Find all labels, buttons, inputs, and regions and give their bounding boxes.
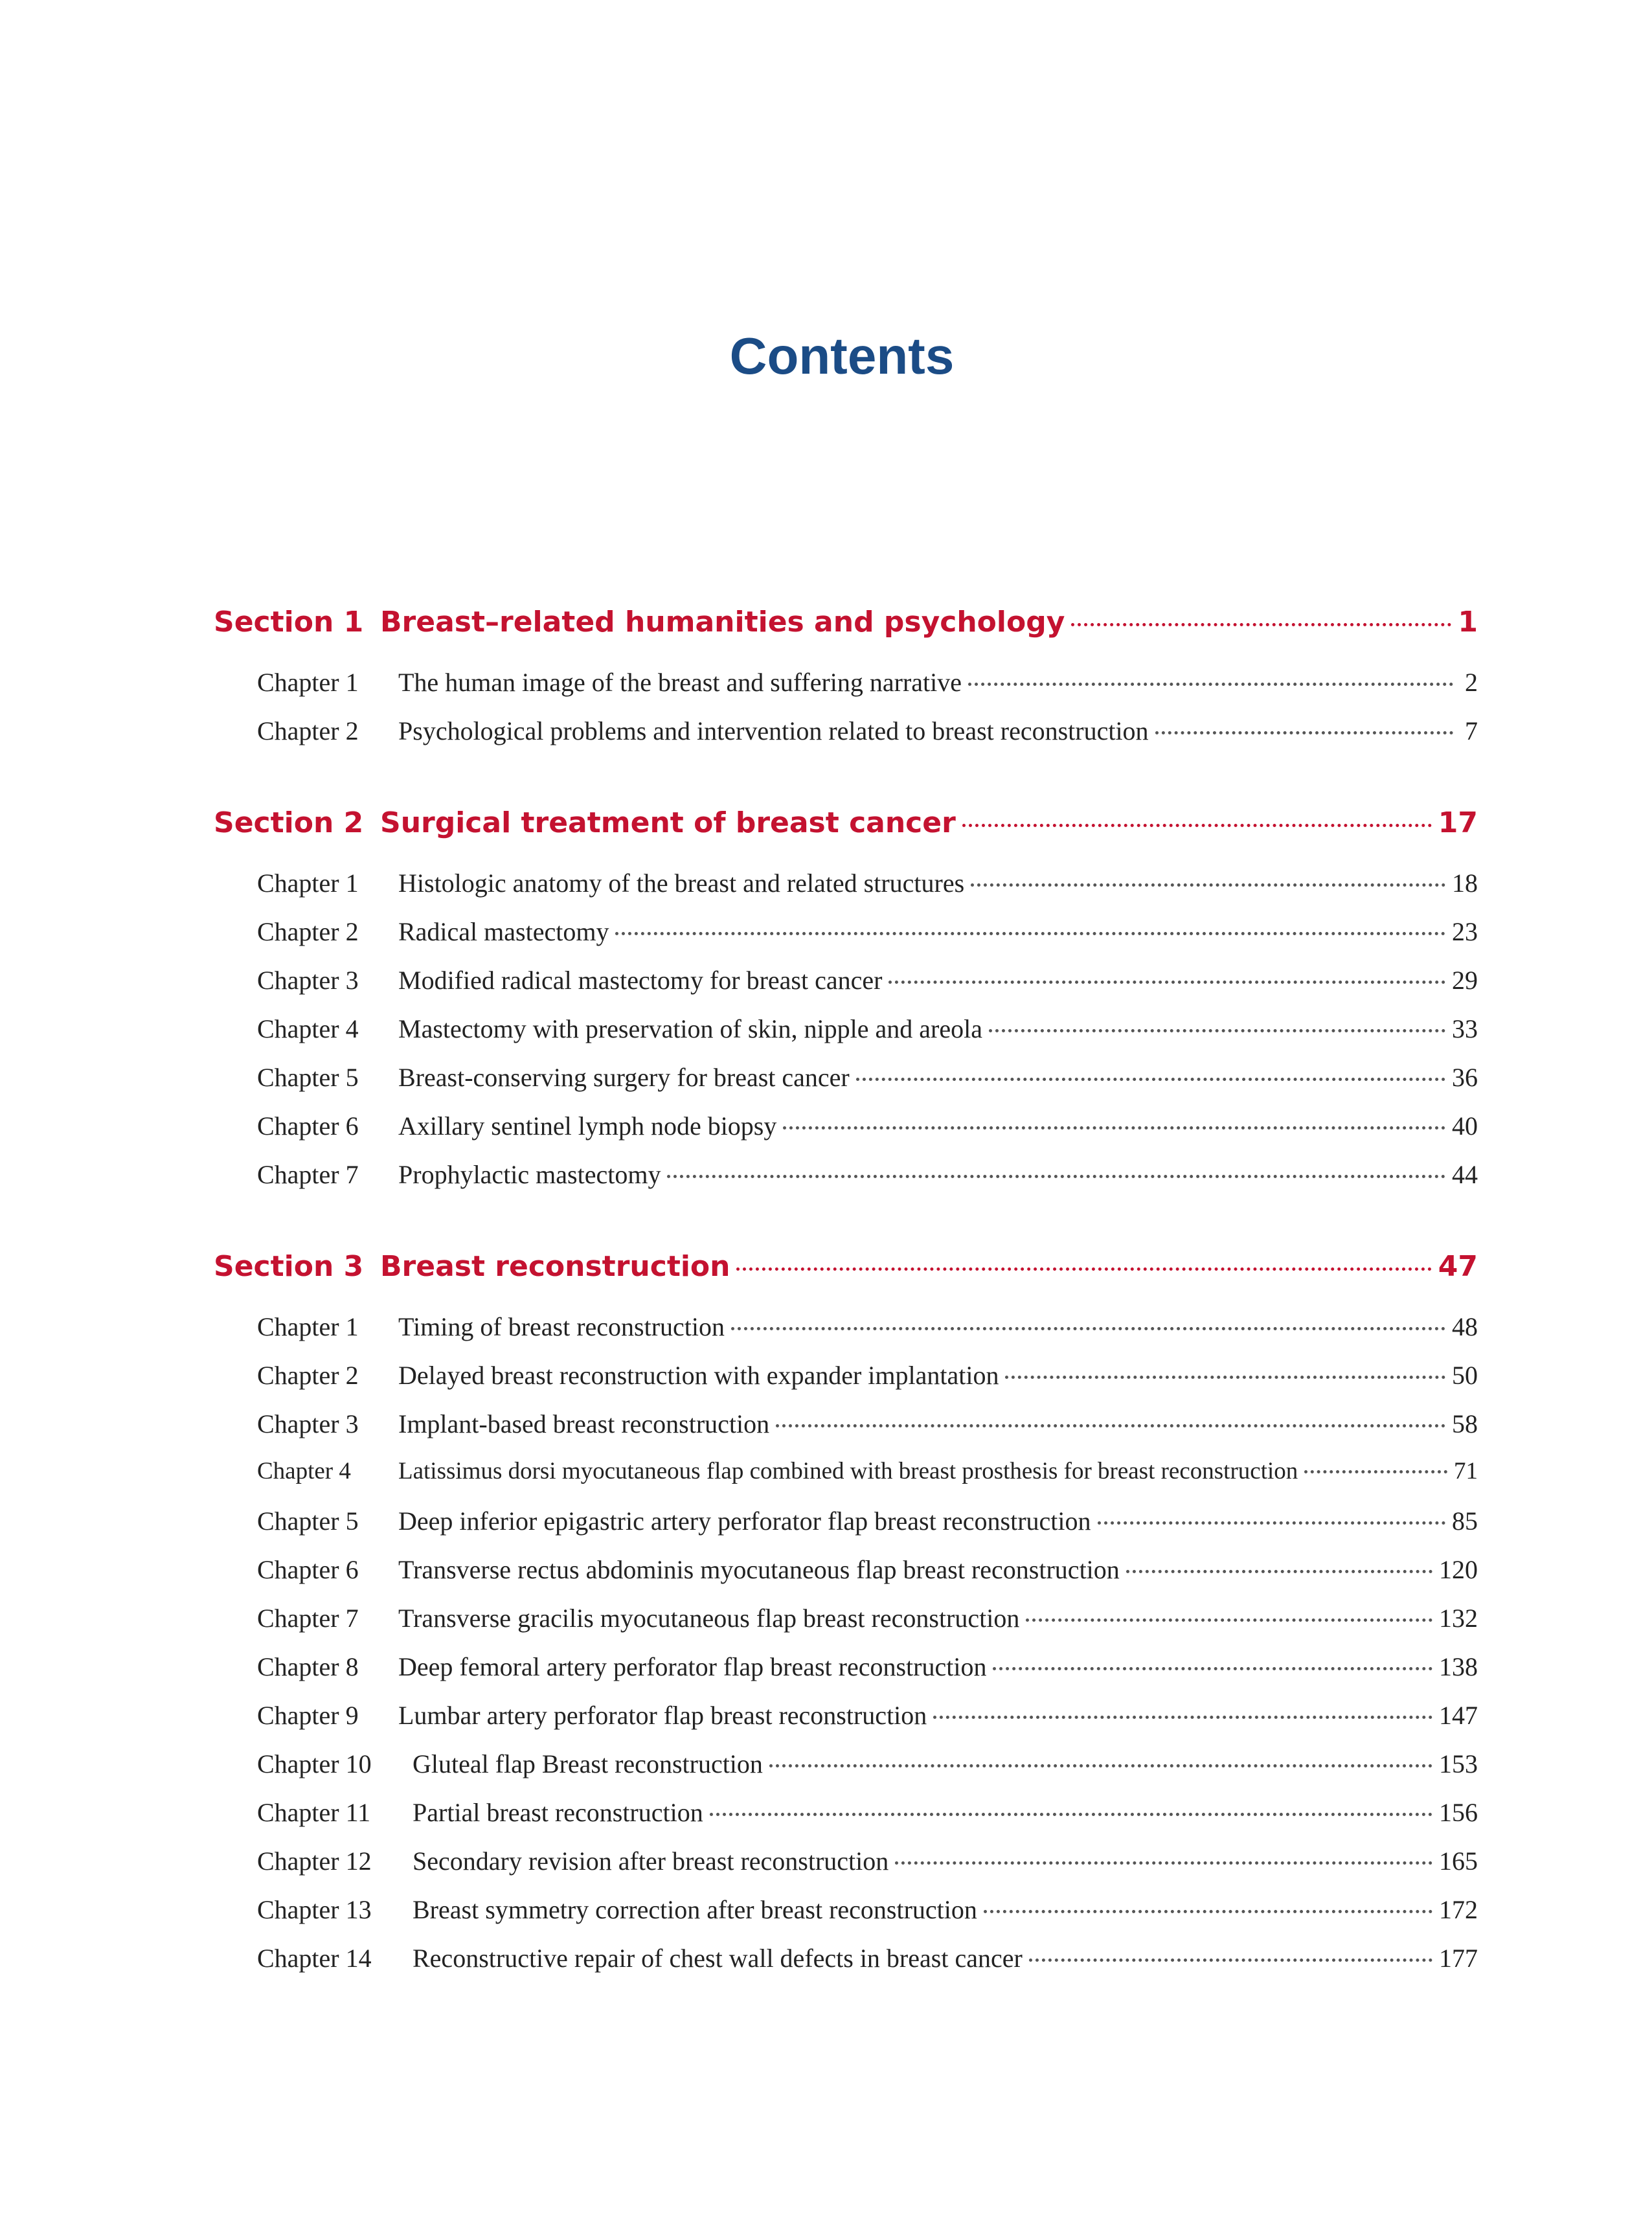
dot-leader [888,981,1445,984]
page-number: 147 [1439,1701,1478,1730]
chapter-title: Latissimus dorsi myocutaneous flap combined with breast prosthesis for breast reconstruction [398,1458,1298,1484]
chapter-title: Histologic anatomy of the breast and related structures [398,869,965,898]
dot-leader [989,1029,1445,1032]
page-number: 44 [1452,1160,1478,1189]
dot-leader [667,1175,1445,1178]
chapter-label: Chapter 1 [257,668,359,697]
chapter-title: Deep femoral artery perforator flap breast reconstruction [398,1652,987,1681]
chapter-entry[interactable] [214,1846,1478,1885]
page-number: 48 [1452,1312,1478,1341]
chapter-label: Chapter 2 [257,1361,359,1390]
page-number: 138 [1439,1652,1478,1681]
chapter-entry[interactable] [214,1457,1478,1496]
dot-leader [1304,1470,1447,1473]
chapter-label: Chapter 13 [257,1895,372,1924]
chapter-entry[interactable] [214,1360,1478,1399]
dot-leader [769,1764,1432,1767]
chapter-label: Chapter 14 [257,1944,372,1973]
chapter-label: Chapter 3 [257,966,359,995]
page-number: 1 [1458,606,1478,639]
dot-leader [971,883,1445,887]
chapter-entry[interactable] [214,1506,1478,1545]
chapter-label: Chapter 3 [257,1409,359,1438]
page-number: 165 [1439,1846,1478,1876]
chapter-label: Chapter 8 [257,1652,359,1681]
chapter-label: Chapter 6 [257,1111,359,1141]
page-number: 153 [1439,1749,1478,1778]
dot-leader [783,1126,1445,1130]
chapter-entry[interactable] [214,1312,1478,1350]
chapter-entry[interactable] [214,1062,1478,1101]
dot-leader [933,1716,1432,1719]
chapter-label: Chapter 9 [257,1701,359,1730]
dot-leader [984,1910,1432,1913]
section-title: Surgical treatment of breast cancer [380,806,956,839]
dot-leader [1126,1570,1432,1573]
page-number: 29 [1452,966,1478,995]
chapter-label: Chapter 1 [257,1312,359,1341]
page-number: 36 [1452,1063,1478,1092]
page-number: 7 [1465,716,1478,745]
dot-leader [856,1078,1445,1081]
dot-leader [731,1327,1445,1330]
page-number: 132 [1439,1604,1478,1633]
dot-leader [736,1267,1431,1271]
chapter-label: Chapter 2 [257,716,359,745]
chapter-label: Chapter 5 [257,1063,359,1092]
chapter-title: Implant-based breast reconstruction [398,1409,770,1438]
chapter-title: Prophylactic mastectomy [398,1160,661,1189]
chapter-title: Reconstructive repair of chest wall defects in breast cancer [413,1944,1023,1973]
chapter-label: Chapter 10 [257,1749,372,1778]
chapter-title: Deep inferior epigastric artery perforator flap breast reconstruction [398,1506,1091,1536]
section-label: Section 1 [214,606,364,639]
page-number: 58 [1452,1409,1478,1438]
section-label: Section 2 [214,806,364,839]
dot-leader [1005,1376,1445,1379]
chapter-title: Mastectomy with preservation of skin, nipple and areola [398,1014,982,1043]
dot-leader [895,1861,1432,1865]
page-number: 33 [1452,1014,1478,1043]
chapter-title: Axillary sentinel lymph node biopsy [398,1111,777,1141]
chapter-label: Chapter 1 [257,869,359,898]
dot-leader [1026,1618,1432,1622]
chapter-entry[interactable] [214,716,1478,755]
section-title: Breast reconstruction [380,1250,730,1283]
chapter-label: Chapter 4 [257,1458,351,1484]
chapter-entry[interactable] [214,1943,1478,1982]
page-number: 71 [1454,1458,1478,1484]
chapter-title: Transverse gracilis myocutaneous flap breast reconstruction [398,1604,1020,1633]
chapter-entry[interactable] [214,667,1478,706]
dot-leader [615,932,1445,935]
chapter-label: Chapter 6 [257,1555,359,1584]
page-number: 177 [1439,1944,1478,1973]
chapter-entry[interactable] [214,1749,1478,1788]
page-number: 40 [1452,1111,1478,1141]
chapter-entry[interactable] [214,1603,1478,1642]
dot-leader [993,1667,1432,1670]
chapter-label: Chapter 7 [257,1160,359,1189]
chapter-entry[interactable] [214,1797,1478,1836]
chapter-label: Chapter 7 [257,1604,359,1633]
dot-leader [1098,1521,1446,1525]
section-entry[interactable] [214,1250,1478,1295]
chapter-entry[interactable] [214,868,1478,907]
page-number: 172 [1439,1895,1478,1924]
chapter-entry[interactable] [214,1014,1478,1052]
chapter-title: Timing of breast reconstruction [398,1312,725,1341]
dot-leader [962,824,1432,827]
section-entry[interactable] [214,606,1478,651]
page-number: 47 [1438,1250,1478,1283]
chapter-label: Chapter 2 [257,917,359,946]
dot-leader [776,1424,1445,1427]
chapter-title: Lumbar artery perforator flap breast reconstruction [398,1701,927,1730]
chapter-title: Modified radical mastectomy for breast cancer [398,966,883,995]
section-entry[interactable] [214,806,1478,852]
chapter-entry[interactable] [214,1554,1478,1593]
chapter-entry[interactable] [214,1111,1478,1150]
chapter-entry[interactable] [214,1894,1478,1933]
chapter-label: Chapter 11 [257,1798,371,1827]
dot-leader [1155,731,1453,734]
dot-leader [1029,1959,1432,1962]
chapter-title: Secondary revision after breast reconstruction [413,1846,889,1876]
dot-leader [968,683,1453,686]
page-number: 120 [1439,1555,1478,1584]
section-label: Section 3 [214,1250,364,1283]
chapter-title: Breast-conserving surgery for breast cancer [398,1063,850,1092]
page-number: 23 [1452,917,1478,946]
chapter-title: Radical mastectomy [398,917,609,946]
dot-leader [710,1813,1432,1816]
chapter-title: Psychological problems and intervention related to breast reconstruction [398,716,1149,745]
section-title: Breast–related humanities and psychology [380,606,1065,639]
page-number: 17 [1438,806,1478,839]
page-number: 50 [1452,1361,1478,1390]
chapter-entry[interactable] [214,1159,1478,1198]
chapter-title: The human image of the breast and suffering narrative [398,668,962,697]
chapter-title: Partial breast reconstruction [413,1798,703,1827]
chapter-entry[interactable] [214,916,1478,955]
page-number: 85 [1452,1506,1478,1536]
page-number: 156 [1439,1798,1478,1827]
chapter-entry[interactable] [214,1700,1478,1739]
chapter-entry[interactable] [214,1652,1478,1690]
chapter-entry[interactable] [214,1409,1478,1448]
chapter-entry[interactable] [214,965,1478,1004]
chapter-title: Gluteal flap Breast reconstruction [413,1749,763,1778]
chapter-title: Breast symmetry correction after breast reconstruction [413,1895,977,1924]
page-number: 2 [1465,668,1478,697]
chapter-title: Delayed breast reconstruction with expander implantation [398,1361,999,1390]
chapter-label: Chapter 4 [257,1014,359,1043]
chapter-label: Chapter 5 [257,1506,359,1536]
chapter-title: Transverse rectus abdominis myocutaneous flap breast reconstruction [398,1555,1120,1584]
chapter-label: Chapter 12 [257,1846,372,1876]
dot-leader [1071,623,1451,626]
page-title: Contents [729,327,955,385]
page-number: 18 [1452,869,1478,898]
